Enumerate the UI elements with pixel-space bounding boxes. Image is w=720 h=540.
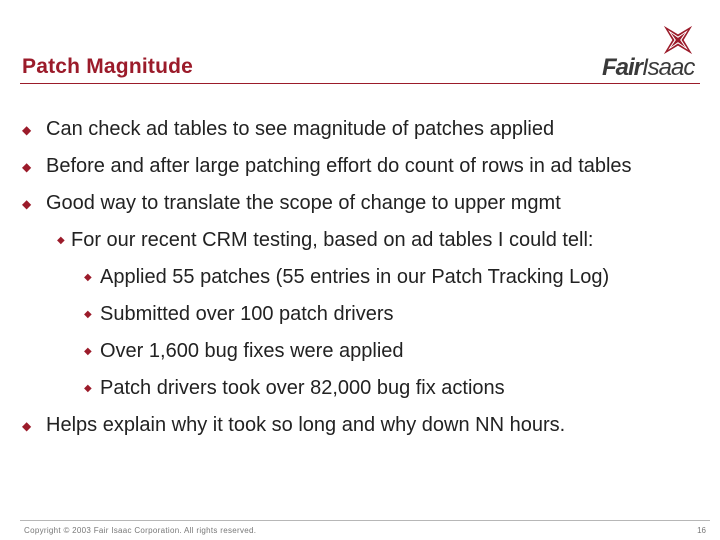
diamond-bullet-icon: ◆ [22,418,32,433]
bullet-text: Patch drivers took over 82,000 bug fix actions [100,377,505,399]
bullet-text: Submitted over 100 patch drivers [100,303,394,325]
diamond-bullet-icon: ◆ [84,309,92,320]
diamond-bullet-icon: ◆ [84,383,92,394]
bullet-item-5 [84,266,609,289]
page-number: 16 [697,526,706,535]
bullet-text: Before and after large patching effort do count of rows in ad tables [46,155,632,177]
diamond-bullet-icon: ◆ [22,196,32,211]
bullet-item-1 [22,118,554,141]
bullet-text: Good way to translate the scope of change to upper mgmt [46,192,561,214]
diamond-bullet-icon: ◆ [57,235,65,246]
diamond-bullet-icon: ◆ [22,122,32,137]
bullet-text: Over 1,600 bug fixes were applied [100,340,404,362]
logo-wordmark-bold: Fair [602,54,643,81]
bullet-item-9 [22,414,565,437]
bullet-item-4 [57,229,594,252]
bullet-text: Can check ad tables to see magnitude of patches applied [46,118,555,140]
diamond-bullet-icon: ◆ [22,159,32,174]
bullet-item-2 [22,155,632,178]
bullet-item-7 [84,340,404,363]
bullet-text: For our recent CRM testing, based on ad tables I could tell: [71,229,594,251]
diamond-bullet-icon: ◆ [84,346,92,357]
diamond-bullet-icon: ◆ [84,272,92,283]
bullet-item-8 [84,377,505,400]
slide-title: Patch Magnitude [22,55,194,78]
footer-copyright: Copyright © 2003 Fair Isaac Corporation. All rights reserved. [24,526,257,535]
bullet-text: Helps explain why it took so long and why down NN hours. [46,414,566,436]
bullet-text: Applied 55 patches (55 entries in our Patch Tracking Log) [100,266,610,288]
bullet-item-6 [84,303,394,326]
bullet-item-3 [22,192,561,215]
footer-divider [20,520,710,521]
logo-wordmark-regular: Isaac [642,54,695,81]
